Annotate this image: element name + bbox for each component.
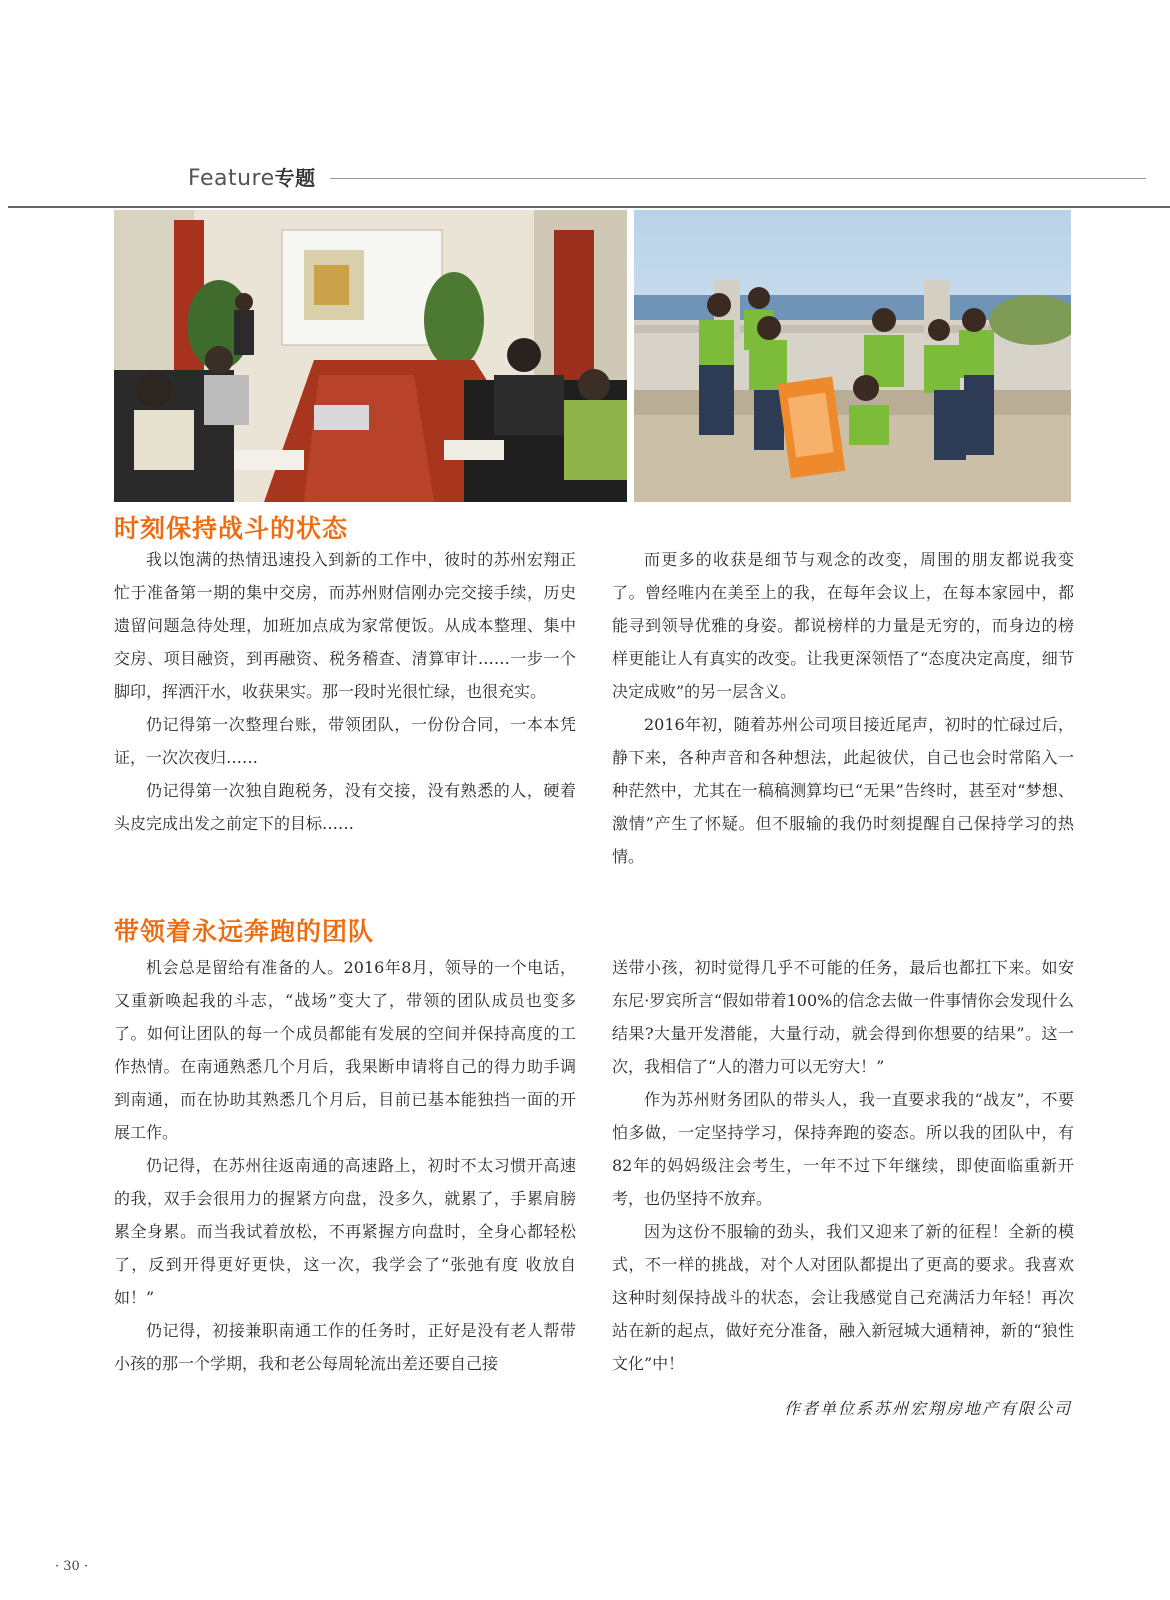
paragraph: 仍记得，在苏州往返南通的高速路上，初时不太习惯开高速的我，双手会很用力的握紧方向盘，没多久，就累了，手累肩膀累全身累。而当我试着放松，不再紧握方向盘时，全身心都轻松了，反到开得更好更快，这一次，我学会了“张弛有度 收放自如！” [114,1156,576,1307]
paragraph: 机会总是留给有准备的人。2016年8月，领导的一个电话，又重新唤起我的斗志，“战场”变大了，带领的团队成员也变多了。如何让团队的每一个成员都能有发展的空间并保持高度的工作热情。在南通熟悉几个月后，我果断申请将自己的得力助手调到南通，而在协助其熟悉几个月后，目前已基本能独挡一面的开展工作。 [114,958,576,1142]
paragraph: 作为苏州财务团队的带头人，我一直要求我的“战友”，不要怕多做，一定坚持学习，保持奔跑的姿态。所以我的团队中，有82年的妈妈级注会考生，一年不过下年继续，即使面临重新开考，也仍坚持不放弃。 [612,1090,1074,1208]
feature-label: Feature [188,166,275,191]
paragraph: 仍记得第一次独自跑税务，没有交接，没有熟悉的人，硬着头皮完成出发之前定下的目标…… [114,781,576,833]
page-number: · 30 · [55,1559,89,1574]
topic-label: 专题 [274,166,316,190]
paragraph: 2016年初，随着苏州公司项目接近尾声，初时的忙碌过后，静下来，各种声音和各种想法，此起彼伏，自己也会时常陷入一种茫然中，尤其在一稿稿测算均已“无果”告终时，甚至对“梦想、激情”产生了怀疑。但不服输的我仍时刻提醒自己保持学习的热情。 [612,715,1074,866]
section2-left-column [114,951,576,1380]
section-label [188,162,316,191]
paragraph-continuation: 送带小孩，初时觉得几乎不可能的任务，最后也都扛下来。如安东尼·罗宾所言“假如带着100%的信念去做一件事情你会发现什么结果?大量开发潜能，大量行动，就会得到你想要的结果”。这一次，我相信了“人的潜力可以无穷大！” [612,958,1074,1076]
section1-title: 时刻保持战斗的状态 [114,514,349,543]
paragraph: 我以饱满的热情迅速投入到新的工作中，彼时的苏州宏翔正忙于准备第一期的集中交房，而苏州财信刚办完交接手续，历史遗留问题急待处理，加班加点成为家常便饭。从成本整理、集中交房、项目融资，到再融资、税务稽查、清算审计……一步一个脚印，挥洒汗水，收获果实。那一段时光很忙绿，也很充实。 [114,550,576,701]
author-affiliation: 作者单位系苏州宏翔房地产有限公司 [783,1399,1072,1418]
seaside-team-photo [634,210,1071,502]
paragraph: 仍记得，初接兼职南通工作的任务时，正好是没有老人帮带小孩的那一个学期，我和老公每周轮流出差还要自己接 [114,1321,576,1373]
header-rule [330,178,1146,179]
paragraph: 因为这份不服输的劲头，我们又迎来了新的征程！全新的模式，不一样的挑战，对个人对团队都提出了更高的要求。我喜欢这种时刻保持战斗的状态，会让我感觉自己充满活力年轻！再次站在新的起点，做好充分准备，融入新冠城大通精神，新的“狼性文化”中！ [612,1222,1074,1373]
section1-right-column [612,543,1074,873]
section2-title: 带领着永远奔跑的团队 [114,917,375,946]
section2-right-column [612,951,1074,1380]
page-header [0,160,1170,210]
paragraph: 仍记得第一次整理台账，带领团队，一份份合同，一本本凭证，一次次夜归…… [114,715,576,767]
header-divider [8,206,1170,208]
paragraph: 而更多的收获是细节与观念的改变，周围的朋友都说我变了。曾经唯内在美至上的我，在每年会议上，在每本家园中，都能寻到领导优雅的身姿。都说榜样的力量是无穷的，而身边的榜样更能让人有真实的改变。让我更深领悟了“态度决定高度，细节决定成败”的另一层含义。 [612,550,1074,701]
meeting-room-photo [114,210,627,502]
section1-left-column [114,543,576,840]
